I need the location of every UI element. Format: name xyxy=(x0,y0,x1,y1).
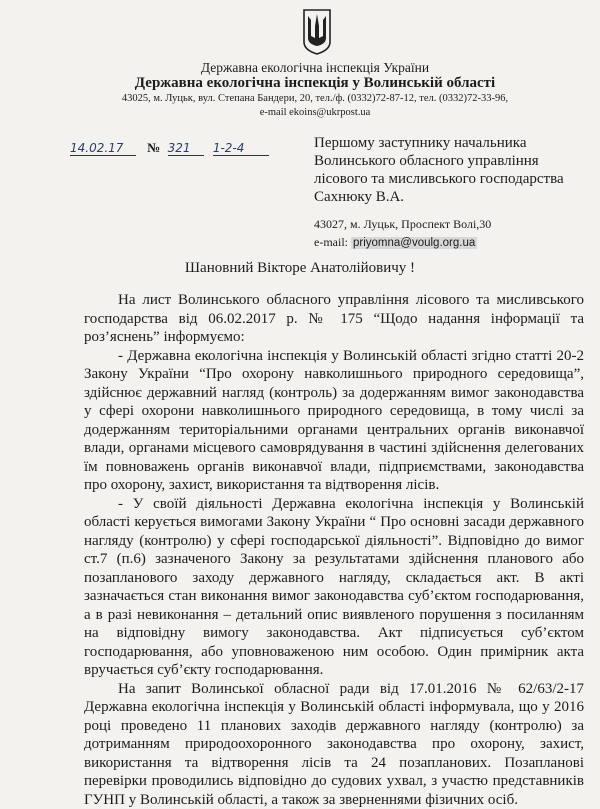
organization-address: 43025, м. Луцьк, вул. Степана Бандери, 20, тел./ф. (0332)72-87-12, тел. (0332)72-33-96, xyxy=(60,92,570,106)
letter-body xyxy=(84,291,584,809)
trident-emblem-icon xyxy=(302,8,332,56)
recipient-email-value: priyomna@voulg.org.ua xyxy=(351,237,477,249)
reference-date: 14.02.17 xyxy=(70,141,136,156)
recipient-name: Сахнюку В.А. xyxy=(314,188,584,206)
recipient-line: Першому заступнику начальника xyxy=(314,134,584,152)
body-paragraph: На запит Волинської обласної ради від 17.01.2016 № 62/63/2-17 Державна екологічна інспекція у Волинській області інформувала, що у 2016 році проведено 11 планових заходів державного нагляду (контролю) за дотриманням природоохоронного законодавства про охорону, захист, використання та відтворення лісів та 24 позапланових. Позапланові перевірки проводились відповідно до судових ухвал, з участю представників ГУНП у Волинській області, а також за зверненнями фізичних осіб. xyxy=(84,680,584,809)
ministry-name: Державна екологічна інспекція України xyxy=(60,60,570,75)
recipient-email-row xyxy=(314,234,584,251)
organization-email: e-mail ekoins@ukrpost.ua xyxy=(60,106,570,119)
salutation: Шановний Вікторе Анатолійовичу ! xyxy=(0,260,600,277)
outgoing-reference xyxy=(70,140,269,156)
body-paragraph: - Державна екологічна інспекція у Волинській області згідно статті 20-2 Закону України “Про охорону навколишнього природного середовища”, здійснює державний нагляд (контроль) за додержанням вимог законодавства у сфері охорони навколишнього природного середовища, в тому числі за додержанням територіальними органами центральних органів виконавчої влади, органами місцевого самоврядування в частині здійснення делегованих їм повноважень органів виконавчої влади, підприємствами, законодавства про охорону, захист, використання та відтворення лісів. xyxy=(84,347,584,495)
reference-number-label: № xyxy=(147,140,160,155)
recipient-address: 43027, м. Луцьк, Проспект Волі,30 xyxy=(314,216,584,232)
recipient-email-label: e-mail: xyxy=(314,235,348,249)
recipient-line: Волинського обласного управління xyxy=(314,152,584,170)
organization-name: Державна екологічна інспекція у Волинській області xyxy=(60,75,570,92)
reference-index: 1-2-4 xyxy=(213,141,269,156)
reference-number: 321 xyxy=(168,141,204,156)
recipient-line: лісового та мисливського господарства xyxy=(314,170,584,188)
body-paragraph: - У своїй діяльності Державна екологічна інспекція у Волинській області керується вимогами Закону України “ Про основні засади державного нагляду (контролю) у сфері господарської діяльності”. Відповідно до вимог ст.7 (п.6) зазначеного Закону за результатами здійснення планового або позапланового заходу державного нагляду, складається акт. В акті зазначається стан виконання вимог законодавства суб’єктом господарювання, а в разі невиконання – детальний опис виявленого порушення з посиланням на відповідну вимогу законодавства. Акт підписується суб’єктом господарювання, або уповноваженою ним особою. Один примірник акта вручається суб’єкту господарювання. xyxy=(84,495,584,680)
recipient-block xyxy=(314,134,584,251)
letterhead xyxy=(60,60,570,119)
body-paragraph: На лист Волинського обласного управління лісового та мисливського господарства від 06.02.2017 р. № 175 “Щодо надання інформації та роз’яснень” інформуємо: xyxy=(84,291,584,347)
